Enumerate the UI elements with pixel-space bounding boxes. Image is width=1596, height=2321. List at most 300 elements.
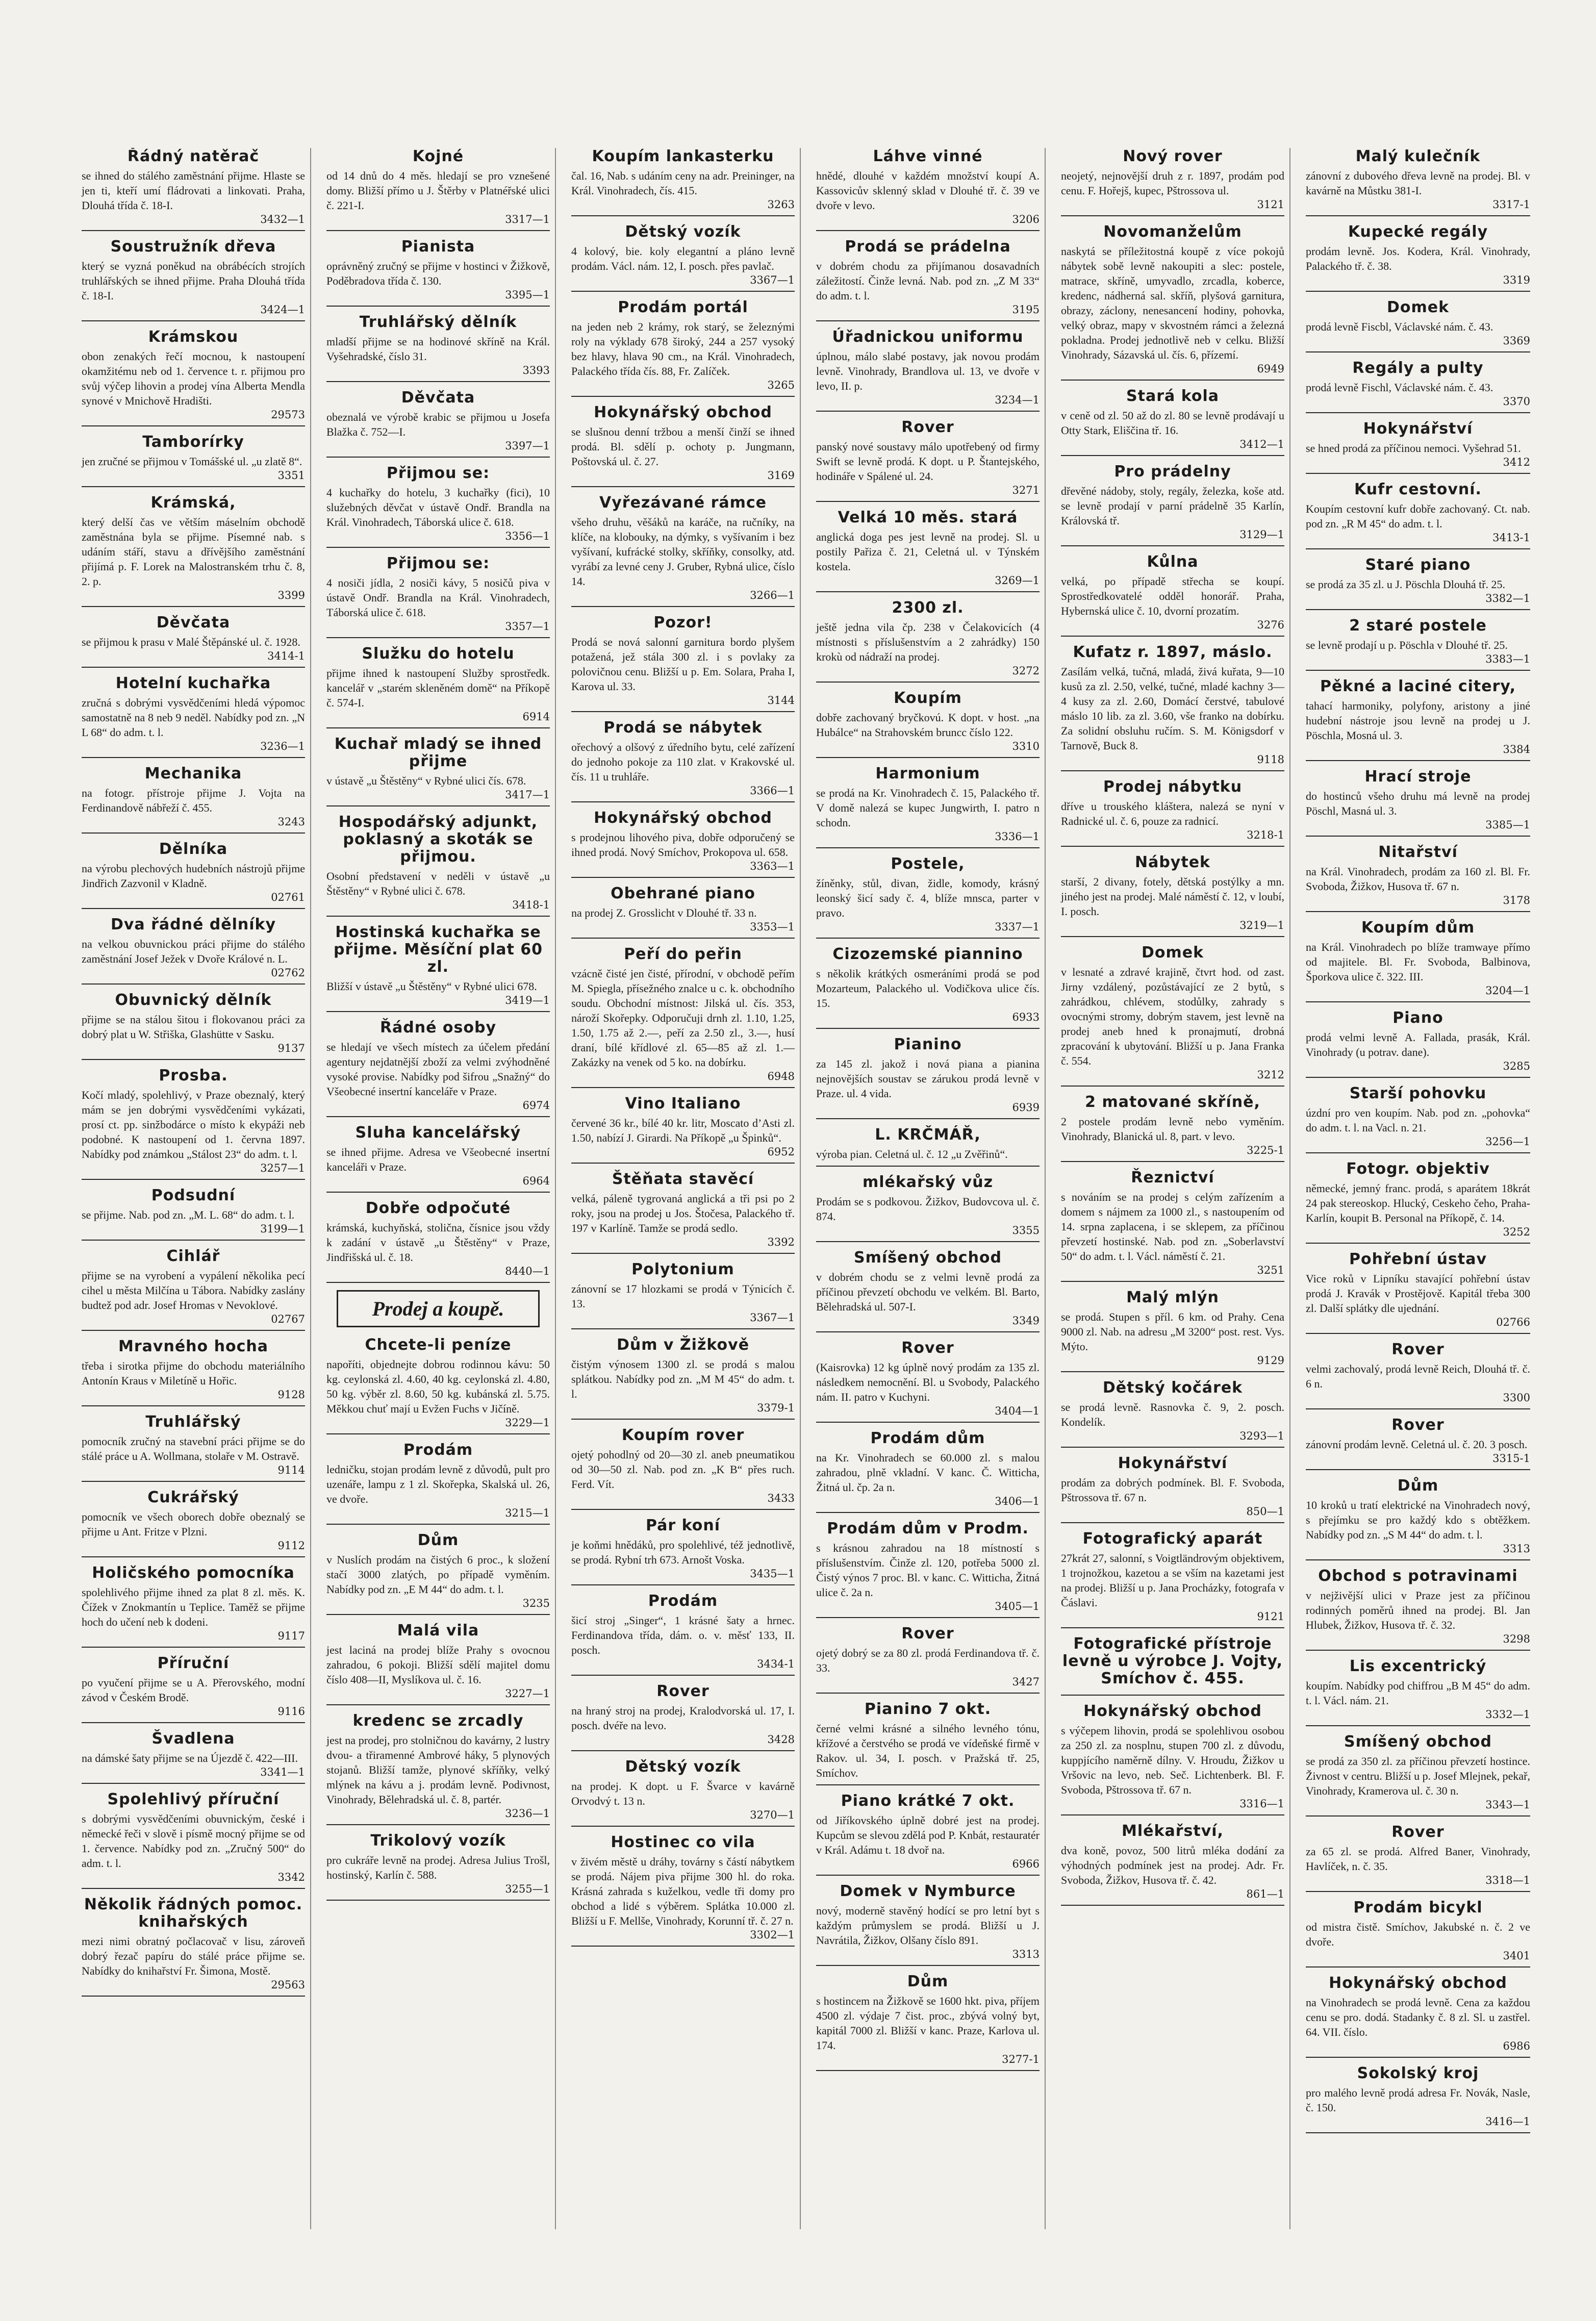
ad-reference-number: 3270—1 bbox=[750, 1809, 795, 1821]
ad-title: Nitařství bbox=[1378, 843, 1458, 861]
ad-title: Pro prádelny bbox=[1114, 463, 1231, 481]
ad-text: panský nové soustavy málo upotřebený od firmy Swift se levně prodá. K dopt. u P. Štantejského, hodináře v Spálené ul. 24. bbox=[816, 440, 1040, 483]
classified-ad bbox=[571, 1517, 795, 1585]
ad-reference-number: 3255—1 bbox=[505, 1883, 550, 1895]
ad-text: tahací harmoniky, polyfony, aristony a jiné hudební nástroje jsou levně na prodej u J. Pöschla, Mosná ul. 3. bbox=[1306, 699, 1530, 742]
ad-text: za 65 zl. se prodá. Alfred Baner, Vinohrady, Havlíček, n. č. 35. bbox=[1306, 1845, 1530, 1873]
ad-title: Cizozemské piannino bbox=[832, 945, 1023, 963]
ad-text: čistým výnosem 1300 zl. se prodá s malou splátkou. Nabídky pod zn. „M M 45“ do adm. t. l. bbox=[571, 1358, 795, 1400]
ad-reference-number: 6966 bbox=[1012, 1858, 1040, 1870]
ad-reference-number: 3384 bbox=[1503, 743, 1530, 755]
classified-ad bbox=[1306, 148, 1530, 216]
classified-ad bbox=[816, 1126, 1040, 1167]
ad-title: Koupím dům bbox=[1361, 919, 1475, 937]
ad-reference-number: 3435—1 bbox=[750, 1568, 795, 1580]
column-4 bbox=[811, 148, 1046, 2229]
ad-text: v dobrém chodu se z velmi levně prodá za příčinou převzetí obchodu ve velkém. Bl. Barto, Bělehradská ul. 507-I. bbox=[816, 1271, 1040, 1313]
ad-reference-number: 9121 bbox=[1257, 1610, 1284, 1623]
ad-title: Kupecké regály bbox=[1348, 223, 1488, 241]
ad-reference-number: 3367—1 bbox=[750, 274, 795, 286]
ad-title: Hokynářství bbox=[1118, 1454, 1228, 1472]
ad-title: Rover bbox=[901, 1339, 954, 1357]
ad-text: do hostinců všeho druhu má levně na prodej Pöschl, Masná ul. 3. bbox=[1306, 790, 1530, 817]
ad-reference-number: 3341—1 bbox=[260, 1766, 305, 1778]
newspaper-page bbox=[77, 148, 1556, 2239]
ad-title: Nový rover bbox=[1123, 148, 1223, 165]
classified-ad bbox=[571, 299, 795, 397]
ad-reference-number: 3319 bbox=[1503, 274, 1530, 286]
classified-ad bbox=[816, 1625, 1040, 1694]
ad-text: krámská, kuchyňská, stolična, čísnice jsou vždy k zadání v ústavě „u Štěstěny“ v Praze, Jindřišská ul. č. 18. bbox=[326, 1221, 550, 1264]
ad-text: jest na prodej, pro stolničnou do kavárny, 2 lustry dvou- a třiramenné Ambrové háky, 5 plynových stojanů. Bližší tamže, plynové skříňky, velký mlýnek na kávu a j. prodám levně. Podivnost, Vinohrady, Bělehradská ul. č. 8, partér. bbox=[326, 1734, 550, 1806]
ad-title: Dům bbox=[907, 1973, 949, 1990]
classified-ad bbox=[1306, 1733, 1530, 1817]
ad-title: Holičského pomocníka bbox=[92, 1564, 295, 1582]
classified-ad bbox=[1306, 1341, 1530, 1409]
ad-text: Kočí mladý, spolehlivý, v Praze obeznalý, který mám se jen dobrými vysvědčeními vykázati, prosí ct. pp. sinžbodárce o místo k ekypáži neb podobné. K nastoupení od 1. června 1897. Nabídky pod známkou „Stálost 23“ do adm. t. l. bbox=[82, 1089, 305, 1161]
ad-reference-number: 3401 bbox=[1503, 1950, 1530, 1962]
ad-text: s hostincem na Žižkově se 1600 hkt. piva, příjem 4500 zl. výdaje 7 čist. proc., zbývá volný byt, kapitál 7000 zl. Bližší v kanc. Praze, Karlova ul. 174. bbox=[816, 1995, 1040, 2052]
ad-title: Úřadnickou uniformu bbox=[832, 328, 1024, 346]
ad-title: Štěňata stavěcí bbox=[612, 1170, 754, 1188]
ad-text: pro malého levně prodá adresa Fr. Novák, Nasle, č. 150. bbox=[1306, 2086, 1530, 2114]
ad-title: Malý kulečník bbox=[1355, 148, 1481, 165]
classified-ad bbox=[1306, 1824, 1530, 1892]
ad-text: 4 kuchařky do hotelu, 3 kuchařky (fici), 10 služebných děvčat v ústavě Ondř. Brandla na Král. Vinohradech, Táborská ulice č. 618. bbox=[326, 486, 550, 528]
classified-ad bbox=[82, 992, 305, 1060]
ad-reference-number: 3434-1 bbox=[757, 1658, 795, 1670]
ad-title: Fotografické přístroje levně u výrobce J. Vojty, Smíchov č. 455. bbox=[1062, 1635, 1283, 1687]
ad-text: se prodá za 35 zl. u J. Pöschla Dlouhá tř. 25. bbox=[1306, 578, 1506, 591]
ad-title: Trikolový vozík bbox=[370, 1832, 506, 1850]
classified-ad bbox=[1306, 1658, 1530, 1726]
ad-reference-number: 3433 bbox=[767, 1492, 795, 1504]
ad-title: Fotografický aparát bbox=[1082, 1530, 1263, 1548]
ad-title: kredenc se zrcadly bbox=[352, 1712, 524, 1730]
ad-text: starší, 2 divany, fotely, dětská postýlky a mn. jiného jest na prodej. Malé náměstí č. 12, v loubí, I. posch. bbox=[1061, 875, 1284, 918]
classified-ad bbox=[816, 946, 1040, 1029]
ad-title: Služku do hotelu bbox=[362, 645, 515, 663]
classified-ad bbox=[326, 238, 550, 307]
classified-ad bbox=[571, 1834, 795, 1947]
ad-text: Bližší v ústavě „u Štěstěny“ v Rybné ulici 678. bbox=[326, 980, 537, 993]
classified-ad bbox=[1306, 360, 1530, 413]
ad-title: Sluha kancelářský bbox=[355, 1124, 521, 1142]
ad-reference-number: 3243 bbox=[277, 816, 305, 828]
ad-title: Rover bbox=[1391, 1823, 1445, 1841]
classified-ad bbox=[571, 810, 795, 878]
ad-text: mladší přijme se na hodinové skříně na Král. Vyšehradské, číslo 31. bbox=[326, 335, 550, 363]
ad-reference-number: 3432—1 bbox=[260, 213, 305, 225]
column-3 bbox=[566, 148, 801, 2229]
ad-text: zánovní prodám levně. Celetná ul. č. 20. 3 posch. bbox=[1306, 1438, 1528, 1451]
ad-reference-number: 3424—1 bbox=[260, 304, 305, 316]
ad-reference-number: 3212 bbox=[1257, 1069, 1284, 1081]
classified-ad bbox=[816, 419, 1040, 502]
classified-ad bbox=[82, 238, 305, 321]
ad-text: 4 kolový, bie. koly elegantní a pláno levně prodám. Václ. nám. 12, I. posch. přes pavlač. bbox=[571, 245, 795, 272]
ad-title: Hokynářství bbox=[1363, 420, 1473, 438]
ad-text: velmi zachovalý, prodá levně Reich, Dlouhá tř. č. 6 n. bbox=[1306, 1363, 1530, 1390]
ad-reference-number: 3252 bbox=[1503, 1226, 1530, 1238]
classified-ad bbox=[1306, 768, 1530, 837]
ad-text: německé, jemný franc. prodá, s aparátem 18krát 24 pak stereoskop. Hlucký, Ceskeho čeho, Praha-Karlín, koupit B. Personal na Příkopě, č. 14. bbox=[1306, 1182, 1530, 1224]
ad-text: prodám za dobrých podmínek. Bl. F. Svoboda, Pštrossova tř. 67 n. bbox=[1061, 1476, 1284, 1504]
ad-text: spolehlivého přijme ihned za plat 8 zl. měs. K. Čížek v Znokmantín u Teplice. Taměž se přijme hoch do učení neb k dodeni. bbox=[82, 1586, 305, 1628]
ad-text: v Nuslích prodám na čistých 6 proc., k složení stačí 3000 zlatých, po případě vyměním. Nabídky pod zn. „E M 44“ do adm. t. l. bbox=[326, 1553, 550, 1596]
ad-reference-number: 02762 bbox=[271, 967, 305, 979]
classified-ad bbox=[1306, 844, 1530, 912]
ad-reference-number: 3353—1 bbox=[750, 921, 795, 933]
ad-title: Hotelní kuchařka bbox=[115, 674, 271, 692]
ad-title: Sokolský kroj bbox=[1357, 2064, 1479, 2082]
classified-ad bbox=[1306, 1085, 1530, 1153]
ad-text: od Jiříkovského úplně dobré jest na prodej. Kupcům se slevou zdělá pod P. Knbát, restauratér v Král. Adámu t. 18 dvoř na. bbox=[816, 1814, 1040, 1856]
ad-text: oprávněný zručný se přijme v hostinci v Žižkově, Poděbradova třída č. 130. bbox=[326, 260, 550, 287]
ad-title: Domek bbox=[1141, 944, 1204, 962]
ad-reference-number: 3257—1 bbox=[260, 1162, 305, 1174]
ad-title: Piano bbox=[1392, 1009, 1443, 1027]
ad-reference-number: 9112 bbox=[277, 1540, 305, 1552]
ad-text: Koupím cestovní kufr dobře zachovaný. Ct. nab. pod zn. „R M 45“ do adm. t. l. bbox=[1306, 502, 1530, 530]
classified-ad bbox=[326, 1622, 550, 1705]
ad-reference-number: 3317-1 bbox=[1492, 198, 1530, 211]
classified-ad bbox=[816, 599, 1040, 683]
ad-reference-number: 3236—1 bbox=[260, 740, 305, 752]
classified-ad bbox=[82, 614, 305, 668]
ad-reference-number: 9129 bbox=[1257, 1354, 1284, 1367]
ad-title: Kufr cestovní. bbox=[1354, 481, 1482, 498]
section-banner: Prodej a koupě. bbox=[337, 1290, 540, 1327]
ad-text: který se vyzná poněkud na obrábécích strojích truhlářských se ihned přijme. Praha Dlouhá třída č. 18-I. bbox=[82, 260, 305, 302]
ad-title: Fotogr. objektiv bbox=[1346, 1160, 1490, 1178]
ad-title: Domek bbox=[1386, 298, 1450, 316]
classified-ad bbox=[571, 494, 795, 607]
ad-reference-number: 3413-1 bbox=[1492, 532, 1530, 544]
ad-reference-number: 850—1 bbox=[1246, 1505, 1284, 1518]
ad-title: Staré piano bbox=[1365, 556, 1471, 574]
ad-reference-number: 3342 bbox=[277, 1871, 305, 1883]
ad-text: Vice roků v Lipníku stavající pohřební ústav prodá J. Kravák v Prostějově. Kapitál třeba 300 zl. Další splátky dle ujednání. bbox=[1306, 1272, 1530, 1315]
ad-title: Hospodářský adjunkt, poklasný a skoták se přijmou. bbox=[338, 813, 538, 866]
ad-title: Krámská, bbox=[150, 494, 236, 512]
ad-text: v nejživější ulici v Praze jest za příčinou rodinných poměrů ihned na prodej. Bl. Jan Hlubek, Žižkov, Husova tř. č. 32. bbox=[1306, 1589, 1530, 1631]
classified-ad bbox=[82, 1187, 305, 1241]
ad-reference-number: 3343—1 bbox=[1485, 1799, 1530, 1811]
classified-ad bbox=[571, 1261, 795, 1329]
ad-reference-number: 3206 bbox=[1012, 213, 1040, 225]
ad-reference-number: 3379-1 bbox=[757, 1402, 795, 1414]
ad-reference-number: 6933 bbox=[1012, 1011, 1040, 1023]
ad-text: zánovní z dubového dřeva levně na prodej. Bl. v kavárně na Můstku 381-I. bbox=[1306, 169, 1530, 197]
classified-ad bbox=[82, 494, 305, 607]
classified-ad bbox=[82, 841, 305, 909]
ad-title: Dům bbox=[417, 1531, 459, 1549]
ad-reference-number: 3412 bbox=[1503, 456, 1530, 468]
classified-ad bbox=[816, 690, 1040, 758]
ad-reference-number: 3370 bbox=[1503, 395, 1530, 408]
ad-reference-number: 3199—1 bbox=[260, 1223, 305, 1235]
classified-ad bbox=[326, 1124, 550, 1193]
classified-ad bbox=[1061, 1635, 1284, 1696]
classified-ad bbox=[1306, 1417, 1530, 1470]
ad-text: ořechový a olšový z úředního bytu, celé zařízení do jednoho pokoje za 110 zlat. v Krakovské ul. čís. 11 u truhláře. bbox=[571, 741, 795, 783]
ad-text: prodá velmi levně A. Fallada, prasák, Král. Vinohrady (u potrav. dane). bbox=[1306, 1031, 1530, 1058]
ad-reference-number: 9118 bbox=[1257, 753, 1284, 766]
ad-text: čal. 16, Nab. s udáním ceny na adr. Preininger, na Král. Vinohradech, čís. 415. bbox=[571, 169, 795, 197]
ad-title: Pianista bbox=[401, 238, 475, 256]
ad-title: Pěkné a laciné citery, bbox=[1320, 677, 1516, 695]
ad-title: Stará kola bbox=[1126, 387, 1219, 405]
ad-reference-number: 3416—1 bbox=[1485, 2115, 1530, 2128]
classified-ad bbox=[326, 736, 550, 806]
ad-title: Podsudní bbox=[151, 1187, 236, 1204]
ad-title: Pozor! bbox=[653, 614, 713, 632]
ad-text: pro cukráře levně na prodej. Adresa Julius Trošl, hostinský, Karlín č. 588. bbox=[326, 1854, 550, 1881]
ad-reference-number: 3406—1 bbox=[995, 1495, 1040, 1507]
ad-reference-number: 3229—1 bbox=[505, 1417, 550, 1429]
ad-title: Obuvnický dělník bbox=[115, 991, 272, 1009]
classified-ad bbox=[1061, 553, 1284, 637]
ad-reference-number: 9116 bbox=[277, 1705, 305, 1718]
ad-reference-number: 3404—1 bbox=[995, 1405, 1040, 1417]
classified-ad bbox=[571, 1336, 795, 1420]
ad-reference-number: 02761 bbox=[271, 891, 305, 903]
ad-text: v ceně od zl. 50 až do zl. 80 se levně prodávají u Otty Stark, Eliščina tř. 16. bbox=[1061, 409, 1284, 437]
ad-reference-number: 3405—1 bbox=[995, 1600, 1040, 1612]
ad-reference-number: 3129—1 bbox=[1239, 528, 1284, 541]
ad-title: Prodám bbox=[648, 1592, 718, 1610]
ad-title: Velká 10 měs. stará bbox=[838, 509, 1018, 526]
column-2 bbox=[321, 148, 556, 2229]
classified-ad bbox=[571, 1095, 795, 1164]
ad-reference-number: 3300 bbox=[1503, 1392, 1530, 1404]
ad-reference-number: 02767 bbox=[271, 1313, 305, 1325]
ad-text: dříve u trouského kláštera, nalezá se nyní v Radnické ul. č. 6, pouze za radnicí. bbox=[1061, 800, 1284, 827]
ad-title: Děvčata bbox=[156, 614, 231, 632]
classified-ad bbox=[571, 1427, 795, 1510]
ad-text: neojetý, nejnovější druh z r. 1897, prodám pod cenu. F. Hořejš, kupec, Pštrossova ul. bbox=[1061, 169, 1284, 197]
ad-title: 2 staré postele bbox=[1349, 617, 1487, 635]
ad-text: se prodá na Kr. Vinohradech č. 15, Palackého tř. V domě nalezá se kupec Jungwirth, I. patro n schodn. bbox=[816, 787, 1040, 829]
ad-reference-number: 3417—1 bbox=[505, 789, 550, 801]
classified-ad bbox=[571, 148, 795, 216]
ad-text: (Kaisrovka) 12 kg úplně nový prodám za 135 zl. následkem nemocnění. Bl. u Svobody, Palackého nám. II. patro v Kuchyni. bbox=[816, 1361, 1040, 1403]
classified-ad bbox=[1061, 1169, 1284, 1282]
ad-reference-number: 3266—1 bbox=[750, 589, 795, 601]
ad-reference-number: 3277-1 bbox=[1002, 2053, 1040, 2065]
ad-text: se ihned do stálého zaměstnání přijme. Hlaste se jen ti, kteří umí fládrovati a linkovati. Praha, Dlouhá třída č. 18-I. bbox=[82, 169, 305, 212]
ad-title: Prodám dům bbox=[870, 1429, 985, 1447]
ad-reference-number: 3357—1 bbox=[505, 620, 550, 633]
classified-ad bbox=[571, 404, 795, 487]
classified-ad bbox=[816, 1793, 1040, 1876]
ad-title: Prodám bbox=[403, 1441, 473, 1459]
ad-reference-number: 3383—1 bbox=[1485, 653, 1530, 665]
ad-text: se slušnou denní tržbou a menší činží se ihned prodá. Bl. sdělí p. ochoty p. Jungmann, Poštovská ul. č. 27. bbox=[571, 425, 795, 468]
ad-text: od mistra čistě. Smíchov, Jakubské n. č. 2 ve dvoře. bbox=[1306, 1921, 1530, 1948]
ad-reference-number: 3144 bbox=[767, 694, 795, 707]
ad-reference-number: 3428 bbox=[767, 1733, 795, 1746]
ad-text: výroba pian. Celetná ul. č. 12 „u Zvěřinů“. bbox=[816, 1148, 1008, 1161]
ad-text: od 14 dnů do 4 měs. hledají se pro vznešené domy. Bližší přímo u J. Štěrby v Platnéřské ulici č. 221-I. bbox=[326, 169, 550, 212]
classified-ad bbox=[82, 1338, 305, 1406]
classified-ad bbox=[571, 1683, 795, 1751]
ad-title: Pianino 7 okt. bbox=[864, 1700, 992, 1718]
ad-title: Rover bbox=[1391, 1341, 1445, 1358]
ad-reference-number: 29573 bbox=[271, 409, 305, 421]
ad-text: je koňmi hnědáků, pro spolehlivé, též jednotlivě, se prodá. Rybní trh 673. Arnošt Voska. bbox=[571, 1538, 795, 1566]
ad-text: s nováním se na prodej s celým zařízením a domem s nájmem za 1000 zl., s nastoupením od 14. srpna zaplacena, i se sklepem, za příčinou převzetí hostinské. Nab. pod zn. „Soberlavství 50“ do adm. t. l. Václ. náměstí č. 21. bbox=[1061, 1191, 1284, 1263]
ad-title: Švadlena bbox=[151, 1730, 235, 1748]
ad-reference-number: 8440—1 bbox=[505, 1265, 550, 1277]
ad-text: třeba i sirotka přijme do obchodu materiálního Antonín Kraus v Miletíně u Hořic. bbox=[82, 1359, 305, 1387]
column-1 bbox=[77, 148, 311, 2229]
classified-ad bbox=[82, 329, 305, 426]
classified-ad bbox=[1306, 1010, 1530, 1078]
classified-ad bbox=[816, 238, 1040, 321]
ad-text: na velkou obuvnickou práci přijme do stálého zaměstnání Josef Ježek v Dvoře Králové n. L. bbox=[82, 938, 305, 965]
ad-title: Postele, bbox=[891, 855, 965, 873]
classified-ad bbox=[816, 1520, 1040, 1618]
ad-text: šicí stroj „Singer“, 1 krásné šaty a hrnec. Ferdinandova třída, dám. o. v. měsť 133, II. posch. bbox=[571, 1614, 795, 1656]
ad-reference-number: 3367—1 bbox=[750, 1311, 795, 1324]
ad-text: ledničku, stojan prodám levně z důvodů, pult pro uzenáře, lampu z 1 zl. Skořepka, Skalská ul. 26, ve dvoře. bbox=[326, 1463, 550, 1505]
ad-reference-number: 3219—1 bbox=[1239, 919, 1284, 931]
classified-ad bbox=[816, 1883, 1040, 1966]
ad-text: na fotogr. přístroje přijme J. Vojta na Ferdinandově nábřeží č. 455. bbox=[82, 787, 305, 814]
ad-title: Dům v Žižkově bbox=[616, 1336, 750, 1354]
ad-reference-number: 3251 bbox=[1257, 1264, 1284, 1276]
ad-reference-number: 3366—1 bbox=[750, 785, 795, 797]
ad-text: vzácně čisté jen čisté, přírodní, v obchodě peřím M. Spiegla, přísežného znalce u c. k. obchodního soudu. Obchodní místnost: Jilská ul. čís. 353, nároží Skořepky. Odporučuji drnh zl. 1.10, 1.25, 1.50, 1.75 až 2.—, peří za 2.50 zl., 3.—, husí draní, bílé křídlové zl. 65—85 až zl. 1.— Zakázky na venek od 5 ko. na dobírku. bbox=[571, 967, 795, 1069]
classified-ad bbox=[1306, 1161, 1530, 1244]
ad-title: Krámskou bbox=[148, 328, 239, 346]
ad-text: napoříti, objednejte dobrou rodinnou kávu: 50 kg. ceylonská zl. 4.60, 40 kg. ceylonská zl. 4.80, 50 kg. výběr zl. 8.60, 50 kg. kubánská zl. 5.75. Měkkou chuť mají u Evžen Fuchs v Jičíně. bbox=[326, 1358, 550, 1415]
ad-title: Rover bbox=[901, 1625, 954, 1643]
ad-text: všeho druhu, věšáků na karáče, na ručníky, na klíče, na klobouky, na dýmky, s vyšívaním i bez vyšívaní, kufrácké stolky, skříňky, consolky, atd. vyrábí za levné ceny J. Gruber, Rybná ulice, číslo 14. bbox=[571, 516, 795, 588]
ad-text: Prodám se s podkovou. Žižkov, Budovcova ul. č. 874. bbox=[816, 1195, 1040, 1223]
ad-text: žíněnky, stůl, divan, židle, komody, krásný leonský šicí sady č. 4, blíže mnsca, parter v pravo. bbox=[816, 877, 1040, 919]
ad-title: Rover bbox=[656, 1682, 710, 1700]
ad-reference-number: 3351 bbox=[277, 469, 305, 482]
ad-text: úplnou, málo slabé postavy, jak novou prodám levně. Vinohrady, Brandlova ul. 13, ve dvoře v levo, II. p. bbox=[816, 350, 1040, 392]
classified-ad bbox=[326, 1712, 550, 1825]
ad-title: Prodá se prádelna bbox=[845, 238, 1011, 256]
ad-reference-number: 3427 bbox=[1012, 1676, 1040, 1688]
ad-title: Kuchař mladý se ihned přijme bbox=[334, 735, 542, 770]
ad-title: Koupím bbox=[894, 689, 962, 707]
ad-title: Hokynářský obchod bbox=[1329, 1974, 1507, 1992]
ad-title: Soustružník dřeva bbox=[110, 238, 276, 256]
ad-reference-number: 3269—1 bbox=[995, 574, 1040, 587]
ad-text: černé velmi krásné a silného levného tónu, křížové a čerstvého se prodá ve vídeňské firmě v Rakov. ul. 34, I. posch. v Pražská tř. 25, Smíchov. bbox=[816, 1722, 1040, 1779]
ad-reference-number: 6914 bbox=[522, 711, 550, 723]
ad-title: Pianino bbox=[894, 1036, 962, 1053]
ad-text: v lesnaté a zdravé krajině, čtvrt hod. od zast. Jirny vzdálený, pozůstávající ze 2 bytů, s zahrádkou, chlévem, stodůlky, zahrady s ovocnými stromy, dobrým stavem, jest levně na prodej aneb hned k pronajmutí, drobná zpracování k ubytování. Bližší u p. Jana Franka č. 554. bbox=[1061, 966, 1284, 1067]
ad-title: Vyřezávané rámce bbox=[599, 494, 767, 512]
classified-ad bbox=[1306, 557, 1530, 610]
ad-reference-number: 3356—1 bbox=[505, 530, 550, 542]
classified-ad bbox=[1306, 299, 1530, 352]
ad-text: ojetý pohodlný od 20—30 zl. aneb pneumatikou od 30—50 zl. Nab. pod zn. „K B“ přes ruch. Ferd. Vít. bbox=[571, 1448, 795, 1491]
ad-reference-number: 9137 bbox=[277, 1042, 305, 1054]
ad-text: na Král. Vinohradech po blíže tramwaye přímo od majitele. Bl. Fr. Svoboda, Balbinova, Šporkova ulice č. 322. III. bbox=[1306, 941, 1530, 983]
classified-ad bbox=[326, 314, 550, 382]
classified-ad bbox=[326, 814, 550, 917]
ad-title: Koupím rover bbox=[621, 1426, 745, 1444]
ad-text: koupím. Nabídky pod chiffrou „B M 45“ do adm. t. l. Václ. nám. 21. bbox=[1306, 1679, 1530, 1707]
ad-text: hnědé, dlouhé v každém množství koupí A. Kassovicův sklenný sklad v Dlouhé tř. č. 39 ve dvoře v levo. bbox=[816, 169, 1040, 212]
ad-text: přijme ihned k nastoupení Služby sprostředk. kancelář v „starém skleněném domě“ na Příkopě č. 574-I. bbox=[326, 667, 550, 709]
ad-text: se prodá levně. Rasnovka č. 9, 2. posch. Kondelík. bbox=[1061, 1401, 1284, 1428]
ad-text: v dobrém chodu za přijímanou dosavadních záležitostí. Činže levná. Nab. pod zn. „Z M 33“ do adm. t. l. bbox=[816, 260, 1040, 302]
ad-title: Polytonium bbox=[631, 1260, 734, 1278]
classified-ad bbox=[1061, 854, 1284, 937]
ad-text: úzdní pro ven koupím. Nab. pod zn. „pohovka“ do adm. t. l. na Vacl. n. 21. bbox=[1306, 1106, 1530, 1134]
classified-ad bbox=[326, 465, 550, 548]
ad-title: Cukrářský bbox=[147, 1489, 239, 1506]
ad-reference-number: 3412—1 bbox=[1239, 438, 1284, 450]
ad-title: 2 matované skříně, bbox=[1085, 1093, 1260, 1111]
classified-ad bbox=[82, 1067, 305, 1180]
classified-ad bbox=[82, 1565, 305, 1648]
ad-text: Zasílám velká, tučná, mladá, živá kuřata, 9—10 kusů za zl. 2.50, velké, tučné, mladé kachny 3—4 kusy za zl. 2.60, Domácí čerstvé, tabulové máslo 10 lib. za zl. 3.60, vše franko na dobírku. Za solidní obsluhu ručím. S. M. Königsdorf v Tarnově, Buck 8. bbox=[1061, 665, 1284, 752]
ad-title: Lis excentrický bbox=[1349, 1657, 1487, 1675]
classified-ad bbox=[816, 509, 1040, 592]
classified-ad bbox=[1061, 223, 1284, 381]
ad-title: Dobře odpočuté bbox=[365, 1199, 511, 1217]
ad-reference-number: 3369 bbox=[1503, 335, 1530, 347]
classified-ad bbox=[82, 1730, 305, 1784]
classified-ad bbox=[82, 765, 305, 834]
ad-title: Dělníka bbox=[159, 840, 228, 858]
ad-title: Kufatz r. 1897, máslo. bbox=[1073, 643, 1273, 661]
ad-title: Obchod s potravinami bbox=[1318, 1567, 1518, 1585]
ad-reference-number: 3395—1 bbox=[505, 289, 550, 301]
ad-text: dřevěné nádoby, stoly, regály, železka, koše atd. se levně prodají v parní prádelně 35 Karlín, Královská tř. bbox=[1061, 485, 1284, 527]
ad-text: v ústavě „u Štěstěny“ v Rybné ulici čís. 678. bbox=[326, 774, 526, 787]
classified-ad bbox=[326, 1532, 550, 1615]
ad-text: přijme se na vyrobení a vypálení několika pecí cihel u města Milčína u Tábora. Nabídky zaslány budtež pod adr. Josef Hromas v Nevoklové. bbox=[82, 1269, 305, 1311]
ad-text: na prodej Z. Grosslicht v Dlouhé tř. 33 n. bbox=[571, 906, 757, 919]
ad-title: Prodám bicykl bbox=[1353, 1899, 1483, 1916]
ad-reference-number: 3355 bbox=[1012, 1224, 1040, 1237]
ad-title: Děvčata bbox=[401, 389, 475, 407]
ad-reference-number: 6939 bbox=[1012, 1101, 1040, 1114]
classified-ad bbox=[326, 1019, 550, 1117]
ad-text: v živém městě u dráhy, továrny s částí nábytkem se prodá. Nájem piva přijme 300 hl. do roka. Krásná zahrada s kuželkou, vedle tři domy pro obchod a lidé s výběrem. Splátka 10.000 zl. Bližší u F. Mellše, Vinohrady, Korunní tř. č. 27 n. bbox=[571, 1855, 795, 1927]
ad-text: se hned prodá za příčinou nemoci. Vyšehrad 51. bbox=[1306, 442, 1521, 455]
classified-ad bbox=[326, 924, 550, 1012]
ad-reference-number: 6964 bbox=[522, 1175, 550, 1187]
ad-text: 10 kroků u tratí elektrické na Vinohradech nový, s přejímku se pro každý kdo s obtěžkem. Nabídky pod zn. „S M 44“ do adm. t. l. bbox=[1306, 1499, 1530, 1541]
classified-ad bbox=[82, 1791, 305, 1889]
ad-title: Hokynářský obchod bbox=[1083, 1702, 1262, 1720]
ad-reference-number: 3218-1 bbox=[1247, 829, 1284, 841]
ad-title: Dva řádné dělníky bbox=[110, 916, 276, 934]
ad-text: na jeden neb 2 krámy, rok starý, se železnými roly na výklady 678 široký, 244 a 257 vysoký bez hlavy, hlava 90 cm., na Král. Vinohradech, Palackého třída čís. 88, Fr. Zalíček. bbox=[571, 320, 795, 377]
ad-reference-number: 3385—1 bbox=[1485, 819, 1530, 831]
ad-title: Hokynářský obchod bbox=[594, 403, 772, 421]
column-5 bbox=[1056, 148, 1290, 2229]
ad-text: s výčepem lihovin, prodá se spolehlivou osobou za 250 zl. za nosplnu, stupen 700 zl. z důvodu, kuppjícího naměrně dílny. V. Hroudu, Žižkov u Vršovic na levo, neb. Seč. Lichtenberk. Bl. F. Svoboda, Pštrossova tř. 67 n. bbox=[1061, 1724, 1284, 1796]
ad-reference-number: 3235 bbox=[522, 1597, 550, 1609]
ad-reference-number: 3256—1 bbox=[1485, 1136, 1530, 1148]
classified-ad bbox=[82, 916, 305, 985]
ad-text: po vyučení přijme se u A. Přerovského, modní závod v Českém Brodě. bbox=[82, 1676, 305, 1704]
ad-title: Pohřební ústav bbox=[1349, 1250, 1487, 1268]
